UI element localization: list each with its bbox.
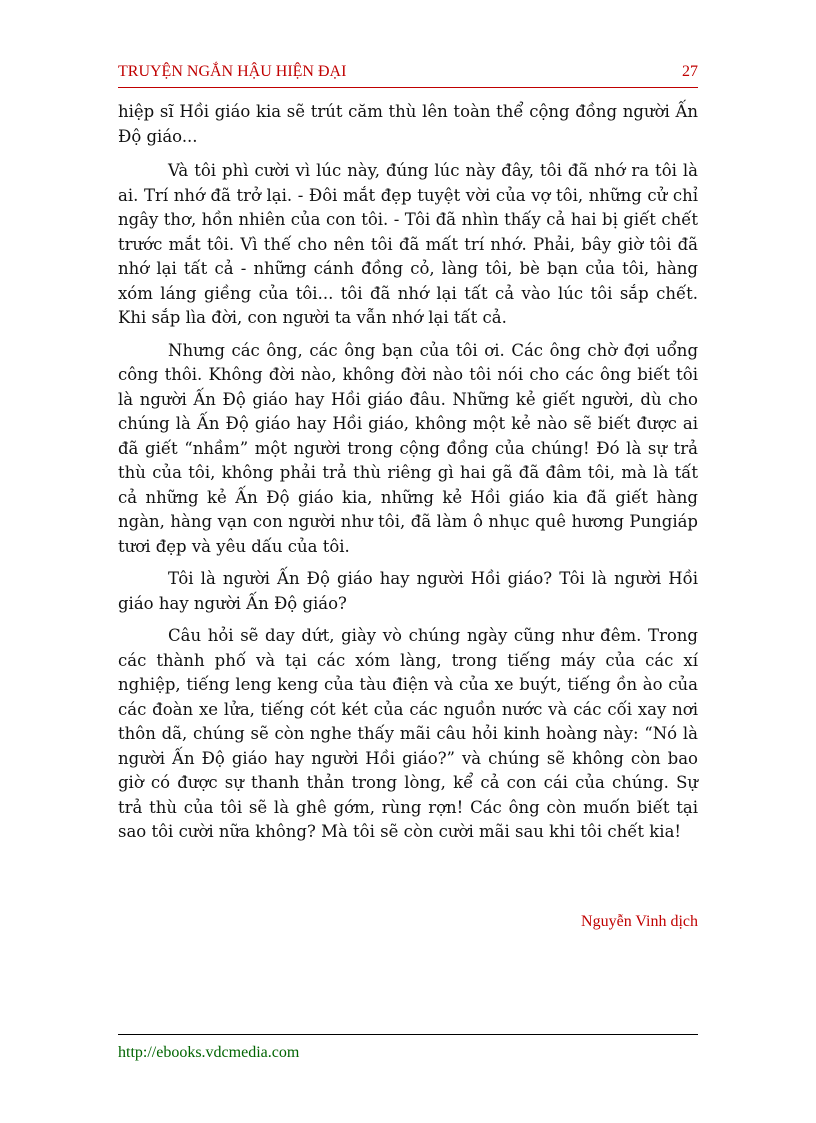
footer-link[interactable]: http://ebooks.vdcmedia.com	[118, 1044, 300, 1061]
header-divider	[118, 87, 698, 88]
book-title: TRUYỆN NGẮN HẬU HIỆN ĐẠI	[118, 63, 347, 80]
story-body	[118, 100, 698, 853]
footer-divider	[118, 1034, 698, 1035]
page-number: 27	[682, 63, 698, 80]
paragraph-continued: hiệp sĩ Hồi giáo kia sẽ trút căm thù lên toàn thể cộng đồng người Ấn Độ giáo...	[118, 102, 698, 146]
running-header	[118, 63, 698, 81]
translator-credit: Nguyễn Vinh dịch	[581, 913, 698, 930]
paragraph: Tôi là người Ấn Độ giáo hay người Hồi giáo? Tôi là người Hồi giáo hay người Ấn Độ giáo?	[118, 569, 698, 613]
paragraph: Nhưng các ông, các ông bạn của tôi ơi. Các ông chờ đợi uổng công thôi. Không đời nào, không đời nào tôi nói cho các ông biết tôi là người Ấn Độ giáo hay Hồi giáo đâu. Những kẻ giết người, dù cho chúng là Ấn Độ giáo hay Hồi giáo, không một kẻ nào sẽ biết được ai đã giết “nhầm” một người trong cộng đồng của chúng! Đó là sự trả thù của tôi, không phải trả thù riêng gì hai gã đã đâm tôi, mà là tất cả những kẻ Ấn Độ giáo kia, những kẻ Hồi giáo kia đã giết hàng ngàn, hàng vạn con người như tôi, đã làm ô nhục quê hương Pungiáp tươi đẹp và yêu dấu của tôi.	[118, 340, 698, 556]
paragraph: Và tôi phì cười vì lúc này, đúng lúc này đây, tôi đã nhớ ra tôi là ai. Trí nhớ đã trở lại. - Đôi mắt đẹp tuyệt vời của vợ tôi, những cử chỉ ngây thơ, hồn nhiên của con tôi. - Tôi đã nhìn thấy cả hai bị giết chết trước mắt tôi. Vì thế cho nên tôi đã mất trí nhớ. Phải, bây giờ tôi đã nhớ lại tất cả - những cánh đồng cỏ, làng tôi, bè bạn của tôi, hàng xóm láng giềng của tôi... tôi đã nhớ lại tất cả vào lúc tôi sắp chết. Khi sắp lìa đời, con người ta vẫn nhớ lại tất cả.	[118, 161, 698, 327]
paragraph: Câu hỏi sẽ day dứt, giày vò chúng ngày cũng như đêm. Trong các thành phố và tại các xóm làng, trong tiếng máy của các xí nghiệp, tiếng leng keng của tàu điện và của xe buýt, tiếng ồn ào của các đoàn xe lửa, tiếng cót két của các nguồn nước và các cối xay nơi thôn dã, chúng sẽ còn nghe thấy mãi câu hỏi kinh hoàng này: “Nó là người Ấn Độ giáo hay người Hồi giáo?” và chúng sẽ không còn bao giờ có được sự thanh thản trong lòng, kể cả con cái của chúng. Sự trả thù của tôi sẽ là ghê gớm, rùng rợn! Các ông còn muốn biết tại sao tôi cười nữa không? Mà tôi sẽ còn cười mãi sau khi tôi chết kia!	[118, 626, 698, 841]
